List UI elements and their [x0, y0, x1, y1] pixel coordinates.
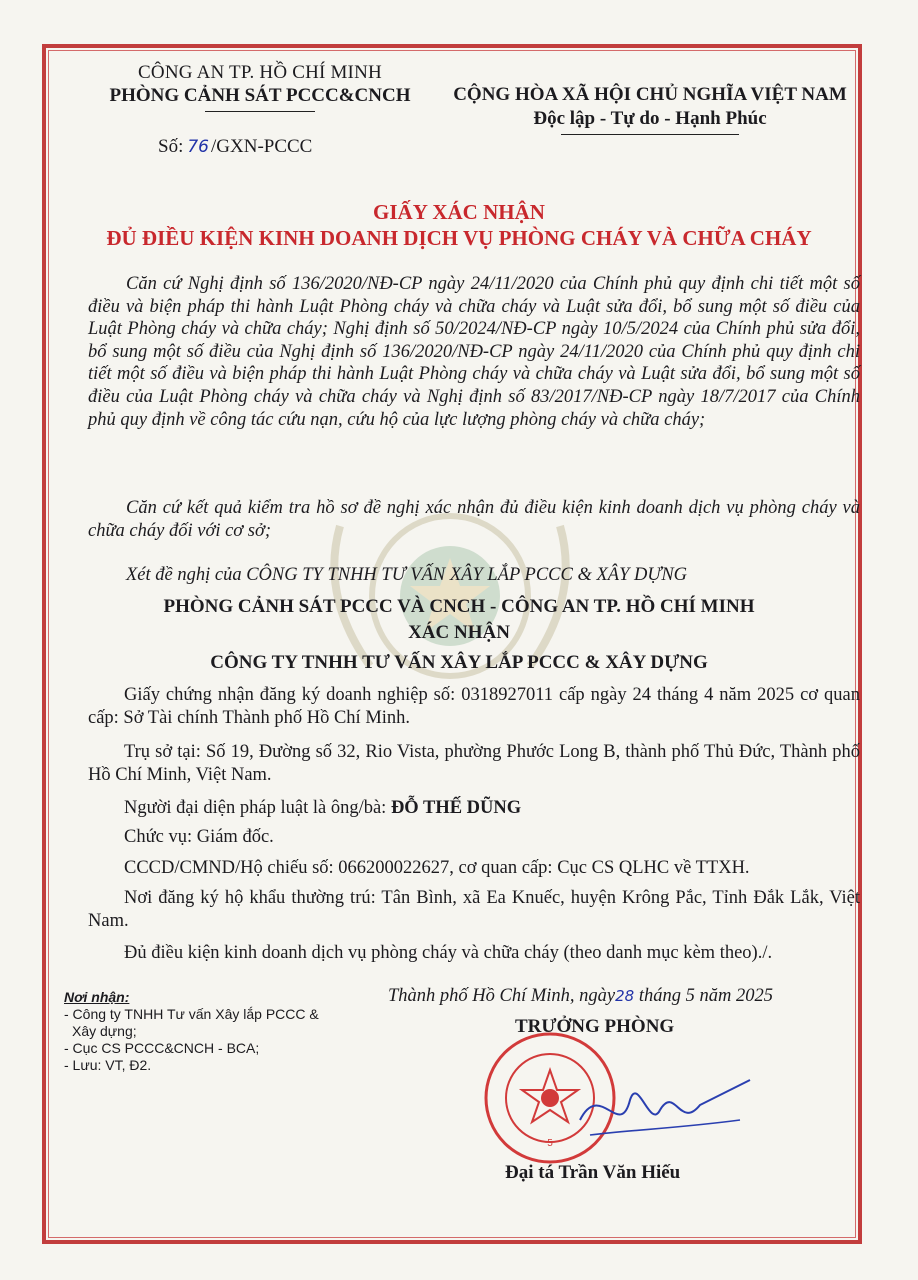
recipients-heading: Nơi nhận: — [64, 989, 130, 1005]
legal-basis-paragraph-1: Căn cứ Nghị định số 136/2020/NĐ-CP ngày 24/11/2020 của Chính phủ quy định chi tiết một số điều và biện pháp thi hành Luật Phòng cháy và chữa cháy và Luật sửa đổi, bổ sung một số điều của Luật Phòng cháy và chữa cháy; Nghị định số 50/2024/NĐ-CP ngày 10/5/2024 của Chính phủ sửa đổi, bổ sung một số điều của Nghị định số 136/2020/NĐ-CP ngày 24/11/2020 của Chính phủ quy định chi tiết một số điều và biện pháp thi hành Luật Phòng cháy và chữa cháy và Luật sửa đổi, bổ sung một số điều của Luật Phòng cháy và chữa cháy và Nghị định số 83/2017/NĐ-CP ngày 18/7/2017 của Chính phủ quy định về công tác cứu nạn, cứu hộ của lực lượng phòng cháy và chữa cháy; — [88, 274, 860, 430]
number-suffix: /GXN-PCCC — [211, 136, 313, 157]
document-number — [158, 136, 312, 158]
issuer-underline — [205, 111, 315, 112]
issuer-header — [80, 62, 440, 112]
motto-underline — [561, 134, 739, 135]
date-prefix: Thành phố Hồ Chí Minh, ngày — [388, 986, 616, 1006]
legal-representative — [88, 797, 860, 820]
document-subtitle: ĐỦ ĐIỀU KIỆN KINH DOANH DỊCH VỤ PHÒNG CHÁY VÀ CHỮA CHÁY — [106, 226, 812, 250]
number-prefix: Số: — [158, 136, 184, 157]
recipients-block — [64, 989, 319, 1074]
signing-date — [388, 986, 773, 1007]
representative-name: ĐỖ THẾ DŨNG — [390, 798, 522, 818]
date-suffix: tháng 5 năm 2025 — [634, 986, 773, 1006]
handwritten-day: 28 — [615, 987, 635, 1005]
recipient-item: Xây dựng; — [72, 1023, 137, 1039]
signer-title: TRƯỞNG PHÒNG — [515, 1016, 675, 1037]
legal-basis-paragraph-2: Căn cứ kết quả kiểm tra hồ sơ đề nghị xác nhận đủ điều kiện kinh doanh dịch vụ phòng cháy và chữa cháy đối với cơ sở; — [88, 498, 860, 541]
recipient-item: - Công ty TNHH Tư vấn Xây lắp PCCC & — [64, 1006, 319, 1022]
legal-basis-paragraph-3: Xét đề nghị của CÔNG TY TNHH TƯ VẤN XÂY LẮP PCCC & XÂY DỰNG — [126, 565, 688, 585]
national-title: CỘNG HÒA XÃ HỘI CHỦ NGHĨA VIỆT NAM — [453, 84, 847, 105]
company-name: CÔNG TY TNHH TƯ VẤN XÂY LẮP PCCC & XÂY DỰNG — [210, 652, 708, 673]
authority-line: PHÒNG CẢNH SÁT PCCC VÀ CNCH - CÔNG AN TP. HỒ CHÍ MINH — [163, 596, 755, 617]
position-info: Chức vụ: Giám đốc. — [124, 827, 274, 847]
signer-name: Đại tá Trần Văn Hiếu — [505, 1162, 681, 1183]
document-title: GIẤY XÁC NHẬN — [373, 200, 545, 224]
conclusion-statement: Đủ điều kiện kinh doanh dịch vụ phòng cháy và chữa cháy (theo danh mục kèm theo)./. — [124, 943, 773, 963]
representative-label: Người đại diện pháp luật là ông/bà: — [124, 798, 387, 818]
handwritten-signature — [560, 1060, 760, 1160]
recipient-item: - Cục CS PCCC&CNCH - BCA; — [64, 1040, 260, 1056]
id-card-info: CCCD/CMND/Hộ chiếu số: 066200022627, cơ quan cấp: Cục CS QLHC về TTXH. — [124, 858, 750, 878]
issuer-department: PHÒNG CẢNH SÁT PCCC&CNCH — [109, 85, 411, 106]
national-header — [440, 84, 860, 135]
national-motto: Độc lập - Tự do - Hạnh Phúc — [533, 108, 767, 129]
issuer-parent: CÔNG AN TP. HỒ CHÍ MINH — [138, 62, 382, 83]
recipient-item: - Lưu: VT, Đ2. — [64, 1057, 152, 1073]
residence-info: Nơi đăng ký hộ khẩu thường trú: Tân Bình, xã Ea Knuếc, huyện Krông Pắc, Tỉnh Đắk Lắk, Việt Nam. — [88, 888, 860, 931]
handwritten-number: 76 — [187, 137, 209, 157]
confirm-heading: XÁC NHẬN — [408, 622, 510, 643]
address-info: Trụ sở tại: Số 19, Đường số 32, Rio Vista, phường Phước Long B, thành phố Thủ Đức, Thành phố Hồ Chí Minh, Việt Nam. — [88, 742, 860, 785]
registration-info: Giấy chứng nhận đăng ký doanh nghiệp số: 0318927011 cấp ngày 24 tháng 4 năm 2025 cơ quan cấp: Sở Tài chính Thành phố Hồ Chí Minh. — [88, 685, 860, 728]
seal-id: 5 — [547, 1138, 553, 1149]
